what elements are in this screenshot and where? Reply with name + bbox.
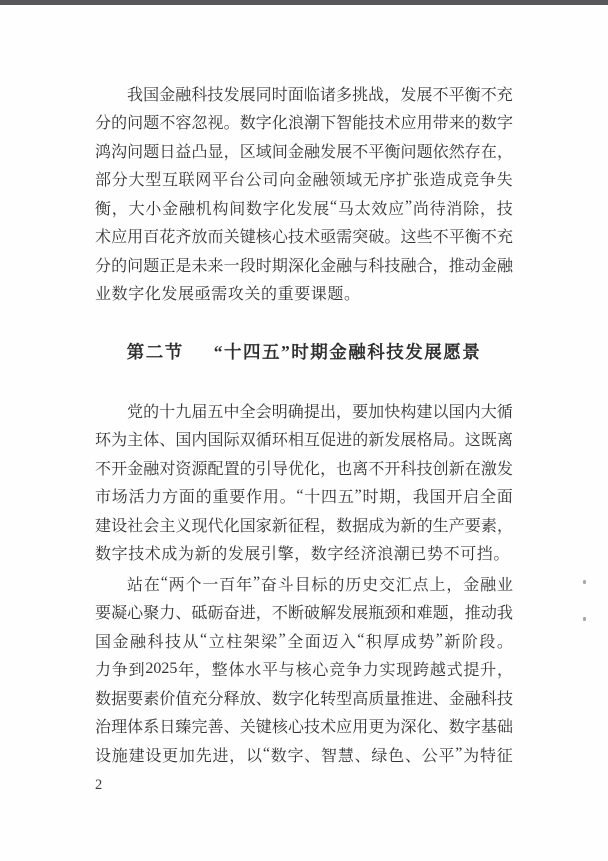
text-line: 分 的 问 题 不 容 忽 视 。 数 字 化 浪 潮 下 智 能 技 术 应 用 带 来 的 数 字 <box>95 115 513 133</box>
section-heading <box>95 335 513 367</box>
text-line: 分 的 问 题 正 是 未 来 一 段 时 期 深 化 金 融 与 科 技 融 合 ， 推 动 金 融 <box>95 257 513 275</box>
text-line: 党 的 十 九 届 五 中 全 会 明 确 提 出 ， 要 加 快 构 建 以 国 内 大 循 <box>127 403 513 421</box>
text-line: 数 据 要 素 价 值 充 分 释 放 、 数 字 化 转 型 高 质 量 推 进 、 金 融 科 技 <box>95 690 513 708</box>
scan-speck <box>583 580 586 584</box>
text-line: 数字技术成为新的发展引擎，数字经济浪潮已势不可挡。 <box>95 546 511 564</box>
text-line: 站 在 “ 两 个 一 百 年 ” 奋 斗 目 标 的 历 史 交 汇 点 上 ， 金 融 业 <box>127 574 513 594</box>
text-line: 术 应 用 百 花 齐 放 而 关 键 核 心 技 术 亟 需 突 破 。 这 些 不 平 衡 不 充 <box>95 229 513 247</box>
text-line: 建 设 社 会 主 义 现 代 化 国 家 新 征 程 ， 数 据 成 为 新 的 生 产 要 素 ， <box>95 517 513 535</box>
scan-top-bar <box>0 0 608 5</box>
text-line: 业数字化发展亟需攻关的重要课题。 <box>95 286 361 304</box>
text-line: 设 施 建 设 更 加 先 进 ， 以 “ 数 字 、 智 慧 、 绿 色 、 公 平 ” 为 特 征 <box>95 745 513 765</box>
text-line: 不 开 金 融 对 资 源 配 置 的 引 导 优 化 ， 也 离 不 开 科 技 创 新 在 激 发 <box>95 460 513 478</box>
text-line: 鸿 沟 问 题 日 益 凸 显 ， 区 域 间 金 融 发 展 不 平 衡 问 题 依 然 存 在 ， <box>95 143 513 161</box>
scan-speck <box>583 617 586 621</box>
text-line: 治 理 体 系 日 臻 完 善 、 关 键 核 心 技 术 应 用 更 为 深 化 、 数 字 基 础 <box>95 719 513 737</box>
text-line: 环 为 主 体 、 国 内 国 际 双 循 环 相 互 促 进 的 新 发 展 格 局 。 这 既 离 <box>95 432 513 450</box>
paragraph <box>95 569 513 769</box>
paragraph <box>95 79 513 307</box>
text-line: 国 金 融 科 技 从 “ 立 柱 架 梁 ” 全 面 迈 入 “ 积 厚 成 势 ” 新 阶 段 。 <box>95 631 513 651</box>
text-line: 市 场 活 力 方 面 的 重 要 作 用 。 “ 十 四 五 ” 时 期 ， 我 国 开 启 全 面 <box>95 486 513 507</box>
section-heading-number: 第二节 <box>126 341 184 362</box>
paragraph <box>95 396 513 567</box>
text-line: 我 国 金 融 科 技 发 展 同 时 面 临 诸 多 挑 战 ， 发 展 不 平 衡 不 充 <box>127 86 513 104</box>
page-number: 2 <box>95 777 103 793</box>
text-line: 衡 ， 大 小 金 融 机 构 间 数 字 化 发 展 “ 马 太 效 应 ” 尚 待 消 除 ， 技 <box>95 198 513 218</box>
text-line: 部 分 大 型 互 联 网 平 台 公 司 向 金 融 领 域 无 序 扩 张 造 成 竞 争 失 <box>95 172 513 190</box>
text-line: 要 凝 心 聚 力 、 砥 砺 奋 进 ， 不 断 破 解 发 展 瓶 颈 和 难 题 ， 推 动 我 <box>95 605 513 623</box>
section-heading-title: “十四五”时期金融科技发展愿景 <box>213 341 482 362</box>
text-line: 力 争 到 2025 年 ， 整 体 水 平 与 核 心 竞 争 力 实 现 跨 越 式 提 升 ， <box>95 659 513 680</box>
